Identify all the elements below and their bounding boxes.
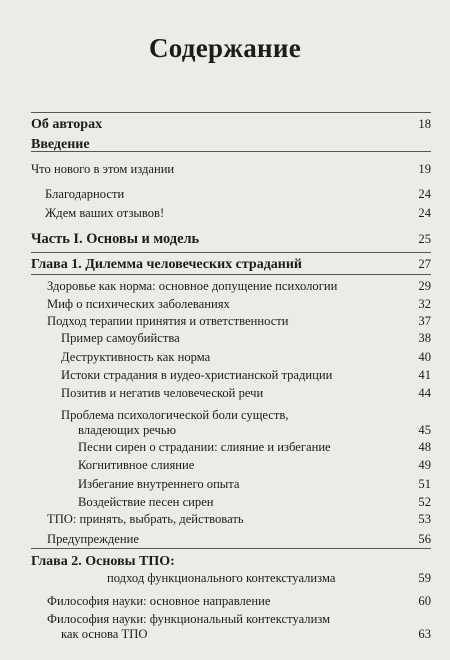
toc-entry-page: 49 <box>418 458 431 472</box>
toc-entry-title: Истоки страдания в иудео-христианской традиции <box>61 368 333 382</box>
toc-entry-page: 38 <box>418 331 431 345</box>
toc-entry[interactable] <box>0 117 450 134</box>
toc-entry-title: Позитив и негатив человеческой речи <box>61 386 264 400</box>
toc-entry-title: Философия науки: основное направление <box>47 594 271 608</box>
toc-entry-page: 29 <box>418 279 431 293</box>
toc-entry[interactable] <box>0 297 450 314</box>
toc-entry-page: 63 <box>418 627 431 641</box>
toc-entry-title: Пример самоубийства <box>61 331 180 345</box>
toc-entry-page: 40 <box>418 350 431 364</box>
toc-entry[interactable] <box>0 257 450 274</box>
toc-entry-title: Ждем ваших отзывов! <box>45 206 165 220</box>
toc-entry-page: 45 <box>418 423 431 437</box>
toc-entry-page: 44 <box>418 386 431 400</box>
toc-entry-page: 25 <box>418 232 431 246</box>
toc-entry-title: Миф о психических заболеваниях <box>47 297 230 311</box>
toc-entry-title: Глава 2. Основы ТПО: <box>31 554 175 569</box>
toc-entry[interactable] <box>0 162 450 179</box>
toc-entry[interactable] <box>0 331 450 348</box>
heading-rule <box>31 274 431 275</box>
toc-entry-page: 32 <box>418 297 431 311</box>
toc-entry[interactable] <box>0 594 450 611</box>
page-title: Содержание <box>148 33 302 63</box>
toc-entry-title: Предупреждение <box>47 532 139 546</box>
toc-entry[interactable] <box>0 423 450 440</box>
toc-entry[interactable] <box>0 386 450 403</box>
toc-entry-page: 53 <box>418 512 431 526</box>
toc-entry-page: 51 <box>418 477 431 491</box>
toc-entry-title: подход функционального контекстуализма <box>107 571 336 585</box>
toc-entry[interactable] <box>0 350 450 367</box>
toc-entry[interactable] <box>0 206 450 223</box>
toc-entry[interactable] <box>0 532 450 549</box>
toc-entry[interactable] <box>0 440 450 457</box>
heading-rule <box>31 112 431 113</box>
toc-entry-page: 24 <box>418 187 431 201</box>
toc-entry-title: как основа ТПО <box>61 627 148 641</box>
toc-entry-page: 60 <box>418 594 431 608</box>
toc-entry[interactable] <box>0 512 450 529</box>
toc-entry[interactable] <box>0 187 450 204</box>
toc-entry-title: Благодарности <box>45 187 125 201</box>
toc-entry-title: Деструктивность как норма <box>61 350 211 364</box>
toc-entry-page: 41 <box>418 368 431 382</box>
toc-entry[interactable] <box>0 458 450 475</box>
toc-entry[interactable] <box>0 137 450 154</box>
toc-entry-title: Проблема психологической боли существ, <box>61 408 289 422</box>
toc-entry-page: 59 <box>418 571 431 585</box>
toc-entry[interactable] <box>0 279 450 296</box>
toc-entry-page: 18 <box>418 117 431 131</box>
toc-entry-title: Избегание внутреннего опыта <box>78 477 240 491</box>
toc-entry-page: 48 <box>418 440 431 454</box>
toc-entry-title: Воздействие песен сирен <box>78 495 214 509</box>
toc-entry[interactable] <box>0 477 450 494</box>
toc-entry-title: ТПО: принять, выбрать, действовать <box>47 512 244 526</box>
toc-entry-title: Что нового в этом издании <box>31 162 175 176</box>
toc-entry-page: 56 <box>418 532 431 546</box>
heading-rule <box>31 252 431 253</box>
toc-entry-title: Когнитивное слияние <box>78 458 195 472</box>
toc-entry[interactable] <box>0 232 450 249</box>
toc-entry-title: Часть I. Основы и модель <box>31 231 200 247</box>
toc-entry[interactable] <box>0 554 450 571</box>
toc-entry-title: Глава 1. Дилемма человеческих страданий <box>31 257 302 272</box>
toc-entry-title: Философия науки: функциональный контекстуализм <box>47 612 331 626</box>
toc-entry-title: Об авторах <box>31 117 103 132</box>
toc-entry-title: Здоровье как норма: основное допущение психологии <box>47 279 338 293</box>
toc-entry[interactable] <box>0 314 450 331</box>
toc-entry-title: Введение <box>31 137 90 152</box>
toc-entry-page: 19 <box>418 162 431 176</box>
toc-entry-page: 52 <box>418 495 431 509</box>
toc-entry[interactable] <box>0 368 450 385</box>
toc-entry-title: Песни сирен о страдании: слияние и избегание <box>78 440 331 454</box>
toc-entry-page: 37 <box>418 314 431 328</box>
toc-entry[interactable] <box>0 495 450 512</box>
toc-entry-page: 24 <box>418 206 431 220</box>
toc-entry-title: владеющих речью <box>78 423 177 437</box>
toc-entry-page: 27 <box>418 257 431 271</box>
toc-entry-title: Подход терапии принятия и ответственности <box>47 314 289 328</box>
toc-entry[interactable] <box>0 571 450 588</box>
toc-entry[interactable] <box>0 627 450 644</box>
